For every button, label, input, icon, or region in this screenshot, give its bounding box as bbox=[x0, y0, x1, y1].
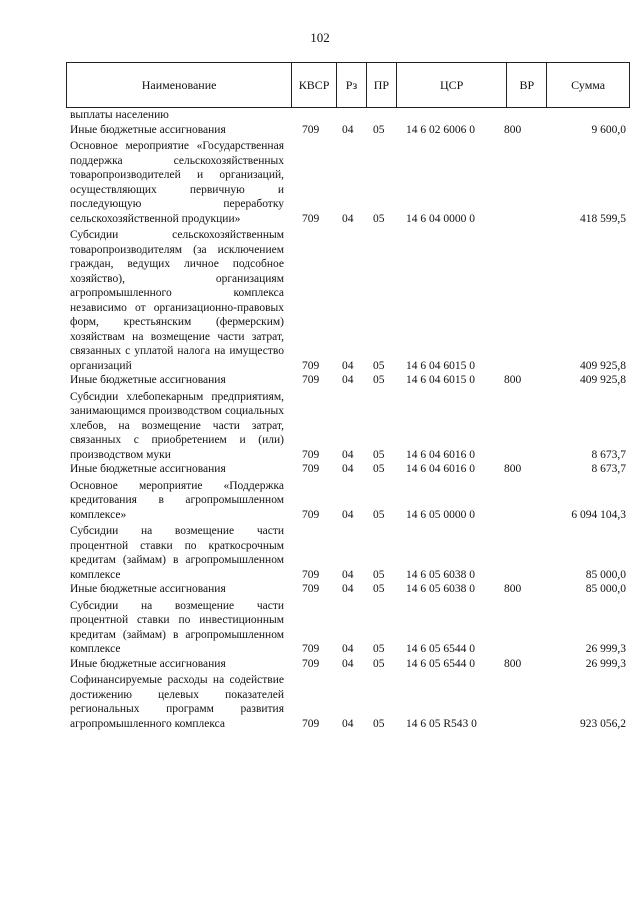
row-sum: 6 094 104,3 bbox=[571, 508, 626, 521]
row-pr: 05 bbox=[373, 212, 385, 225]
table-body bbox=[70, 108, 630, 731]
page-number: 102 bbox=[310, 30, 330, 45]
row-sum: 26 999,3 bbox=[585, 657, 626, 670]
header-vr: ВР bbox=[507, 63, 547, 107]
row-csr: 14 6 05 R543 0 bbox=[406, 717, 477, 730]
row-pr: 05 bbox=[373, 643, 385, 655]
row-pr: 05 bbox=[373, 448, 385, 461]
row-name: Иные бюджетные ассигнования bbox=[70, 657, 226, 670]
row-rz: 04 bbox=[342, 374, 354, 386]
row-sum: 85 000,0 bbox=[585, 583, 626, 595]
row-kvsr: 709 bbox=[302, 374, 320, 386]
row-kvsr: 709 bbox=[302, 448, 320, 461]
row-vr: 800 bbox=[504, 463, 522, 475]
table-row bbox=[70, 123, 630, 138]
header-kvsr: КВСР bbox=[292, 63, 337, 107]
row-sum: 418 599,5 bbox=[580, 212, 626, 225]
table-row bbox=[70, 479, 630, 523]
row-kvsr: 709 bbox=[302, 657, 320, 670]
row-pr: 05 bbox=[373, 123, 385, 136]
row-csr: 14 6 04 6016 0 bbox=[406, 463, 475, 475]
row-csr: 14 6 05 6038 0 bbox=[406, 568, 475, 581]
row-rz: 04 bbox=[342, 657, 354, 670]
row-rz: 04 bbox=[342, 568, 354, 581]
row-kvsr: 709 bbox=[302, 583, 320, 595]
row-name: Субсидии хлебопекарным предприятиям, занимающимся производством социальных хлебов, на возмещение части затрат, связанных с приобретением и (или) производством муки bbox=[70, 390, 284, 461]
table-row bbox=[70, 390, 630, 463]
table-row bbox=[70, 524, 630, 582]
row-rz: 04 bbox=[342, 717, 354, 730]
row-csr: 14 6 02 6006 0 bbox=[406, 123, 475, 136]
row-name: Субсидии на возмещение части процентной ставки по инвестиционным кредитам (займам) в агропромышленном комплексе bbox=[70, 599, 284, 655]
row-sum: 409 925,8 bbox=[580, 374, 626, 386]
row-pr: 05 bbox=[373, 583, 385, 595]
row-vr: 800 bbox=[504, 374, 522, 386]
row-name: Софинансируемые расходы на содействие достижению целевых показателей региональных программ развития агропромышленного комплекса bbox=[70, 674, 284, 730]
row-name: Субсидии сельскохозяйственным товаропроизводителям (за исключением граждан, ведущих личное подсобное хозяйство), организациям агропромышленного комплекса независимо от организационно-правовых форм, крестьянским (фермерским) хозяйствам на возмещение части затрат, связанных с уплатой налога на имущество организаций bbox=[70, 229, 284, 372]
row-rz: 04 bbox=[342, 463, 354, 475]
row-pr: 05 bbox=[373, 568, 385, 581]
row-pr: 05 bbox=[373, 463, 385, 475]
header-sum: Сумма bbox=[571, 77, 606, 92]
row-sum: 409 925,8 bbox=[580, 359, 626, 372]
row-kvsr: 709 bbox=[302, 463, 320, 475]
table-row bbox=[70, 599, 630, 657]
row-rz: 04 bbox=[342, 123, 354, 136]
row-vr: 800 bbox=[504, 123, 522, 136]
header-rz: Рз bbox=[337, 63, 367, 107]
row-sum: 8 673,7 bbox=[591, 463, 626, 475]
row-name: Субсидии на возмещение части процентной ставки по краткосрочным кредитам (займам) в агропромышленном комплексе bbox=[70, 525, 284, 581]
row-rz: 04 bbox=[342, 359, 354, 372]
row-pr: 05 bbox=[373, 657, 385, 670]
table-row bbox=[70, 673, 630, 731]
row-rz: 04 bbox=[342, 448, 354, 461]
table-row bbox=[70, 139, 630, 226]
row-vr: 800 bbox=[504, 657, 522, 670]
row-sum: 923 056,2 bbox=[580, 717, 626, 730]
row-name: выплаты населению bbox=[70, 109, 169, 121]
row-pr: 05 bbox=[373, 374, 385, 386]
table-row bbox=[70, 108, 630, 123]
row-kvsr: 709 bbox=[302, 508, 320, 521]
table-row bbox=[70, 657, 630, 672]
row-vr: 800 bbox=[504, 583, 522, 595]
row-sum: 26 999,3 bbox=[585, 643, 626, 655]
row-kvsr: 709 bbox=[302, 717, 320, 730]
header-name: Наименование bbox=[67, 63, 292, 107]
row-csr: 14 6 05 6038 0 bbox=[406, 583, 475, 595]
row-csr: 14 6 04 6015 0 bbox=[406, 374, 475, 386]
table-row bbox=[70, 228, 630, 373]
row-pr: 05 bbox=[373, 359, 385, 372]
row-csr: 14 6 05 6544 0 bbox=[406, 657, 475, 670]
row-rz: 04 bbox=[342, 643, 354, 655]
row-sum: 85 000,0 bbox=[585, 568, 626, 581]
row-sum: 9 600,0 bbox=[591, 123, 626, 136]
table-row bbox=[70, 582, 630, 597]
row-name: Иные бюджетные ассигнования bbox=[70, 123, 226, 136]
row-csr: 14 6 05 6544 0 bbox=[406, 643, 475, 655]
header-csr: ЦСР bbox=[397, 63, 508, 107]
row-name: Основное мероприятие «Государственная поддержка сельскохозяйственных товаропроизводителей и организаций, осуществляющих первичную и последующую переработку сельскохозяйственной продукции» bbox=[70, 140, 284, 225]
row-kvsr: 709 bbox=[302, 359, 320, 372]
table-header bbox=[66, 62, 630, 108]
row-name: Иные бюджетные ассигнования bbox=[70, 374, 226, 386]
row-rz: 04 bbox=[342, 583, 354, 595]
row-pr: 05 bbox=[373, 508, 385, 521]
row-csr: 14 6 05 0000 0 bbox=[406, 508, 475, 521]
row-kvsr: 709 bbox=[302, 568, 320, 581]
row-rz: 04 bbox=[342, 212, 354, 225]
table-row bbox=[70, 462, 630, 477]
row-name: Основное мероприятие «Поддержка кредитования в агропромышленном комплексе» bbox=[70, 479, 284, 521]
row-pr: 05 bbox=[373, 717, 385, 730]
row-csr: 14 6 04 0000 0 bbox=[406, 212, 475, 225]
row-name: Иные бюджетные ассигнования bbox=[70, 583, 226, 595]
row-kvsr: 709 bbox=[302, 123, 320, 136]
row-name: Иные бюджетные ассигнования bbox=[70, 463, 226, 475]
row-kvsr: 709 bbox=[302, 643, 320, 655]
row-sum: 8 673,7 bbox=[591, 448, 626, 461]
row-csr: 14 6 04 6015 0 bbox=[406, 359, 475, 372]
row-rz: 04 bbox=[342, 508, 354, 521]
table-row bbox=[70, 373, 630, 388]
row-csr: 14 6 04 6016 0 bbox=[406, 448, 475, 461]
row-kvsr: 709 bbox=[302, 212, 320, 225]
header-pr: ПР bbox=[367, 63, 397, 107]
